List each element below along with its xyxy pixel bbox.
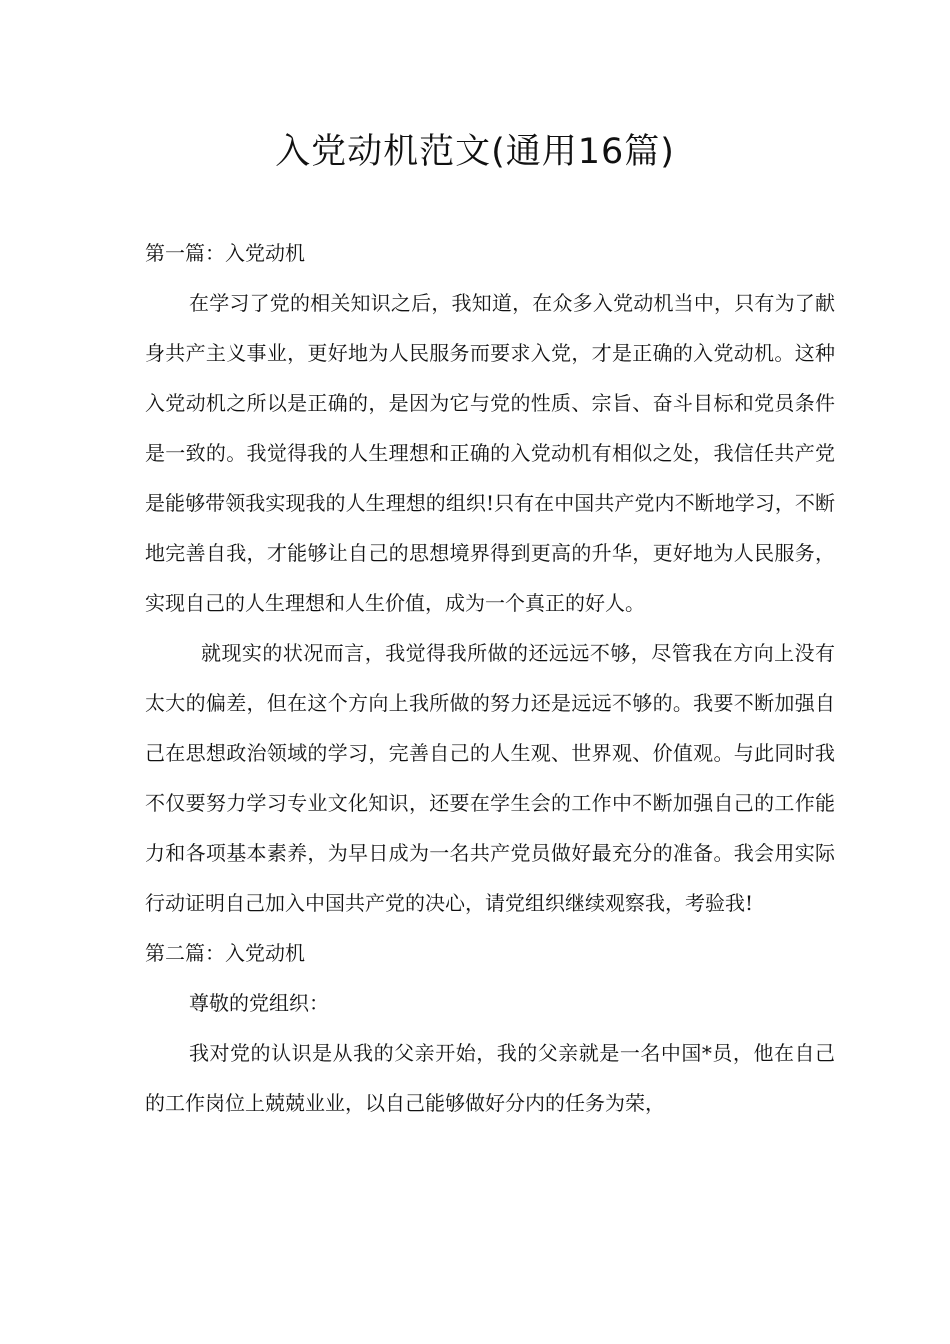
paragraph: 就现实的状况而言，我觉得我所做的还远远不够，尽管我在方向上没有太大的偏差，但在这个方向上我所做的努力还是远远不够的。我要不断加强自己在思想政治领域的学习，完善自己的人生观、世界观、价值观。与此同时我不仅要努力学习专业文化知识，还要在学生会的工作中不断加强自己的工作能力和各项基本素养，为早日成为一名共产党员做好最充分的准备。我会用实际行动证明自己加入中国共产党的决心，请党组织继续观察我，考验我! (145, 641, 835, 915)
paragraph: 我对党的认识是从我的父亲开始，我的父亲就是一名中国*员，他在自己的工作岗位上兢兢业业，以自己能够做好分内的任务为荣， (145, 1041, 835, 1115)
salutation: 尊敬的党组织： (189, 991, 329, 1015)
section-2 (145, 928, 835, 1128)
section-heading: 第一篇：入党动机 (145, 241, 305, 265)
document-body (145, 228, 835, 1128)
section-1 (145, 228, 835, 928)
document-title: 入党动机范文(通用16篇) (275, 132, 675, 172)
paragraph: 在学习了党的相关知识之后，我知道，在众多入党动机当中，只有为了献身共产主义事业，更好地为人民服务而要求入党，才是正确的入党动机。这种入党动机之所以是正确的，是因为它与党的性质、宗旨、奋斗目标和党员条件是一致的。我觉得我的人生理想和正确的入党动机有相似之处，我信任共产党是能够带领我实现我的人生理想的组织!只有在中国共产党内不断地学习，不断地完善自我，才能够让自己的思想境界得到更高的升华，更好地为人民服务，实现自己的人生理想和人生价值，成为一个真正的好人。 (145, 291, 835, 615)
section-heading: 第二篇：入党动机 (145, 941, 305, 965)
